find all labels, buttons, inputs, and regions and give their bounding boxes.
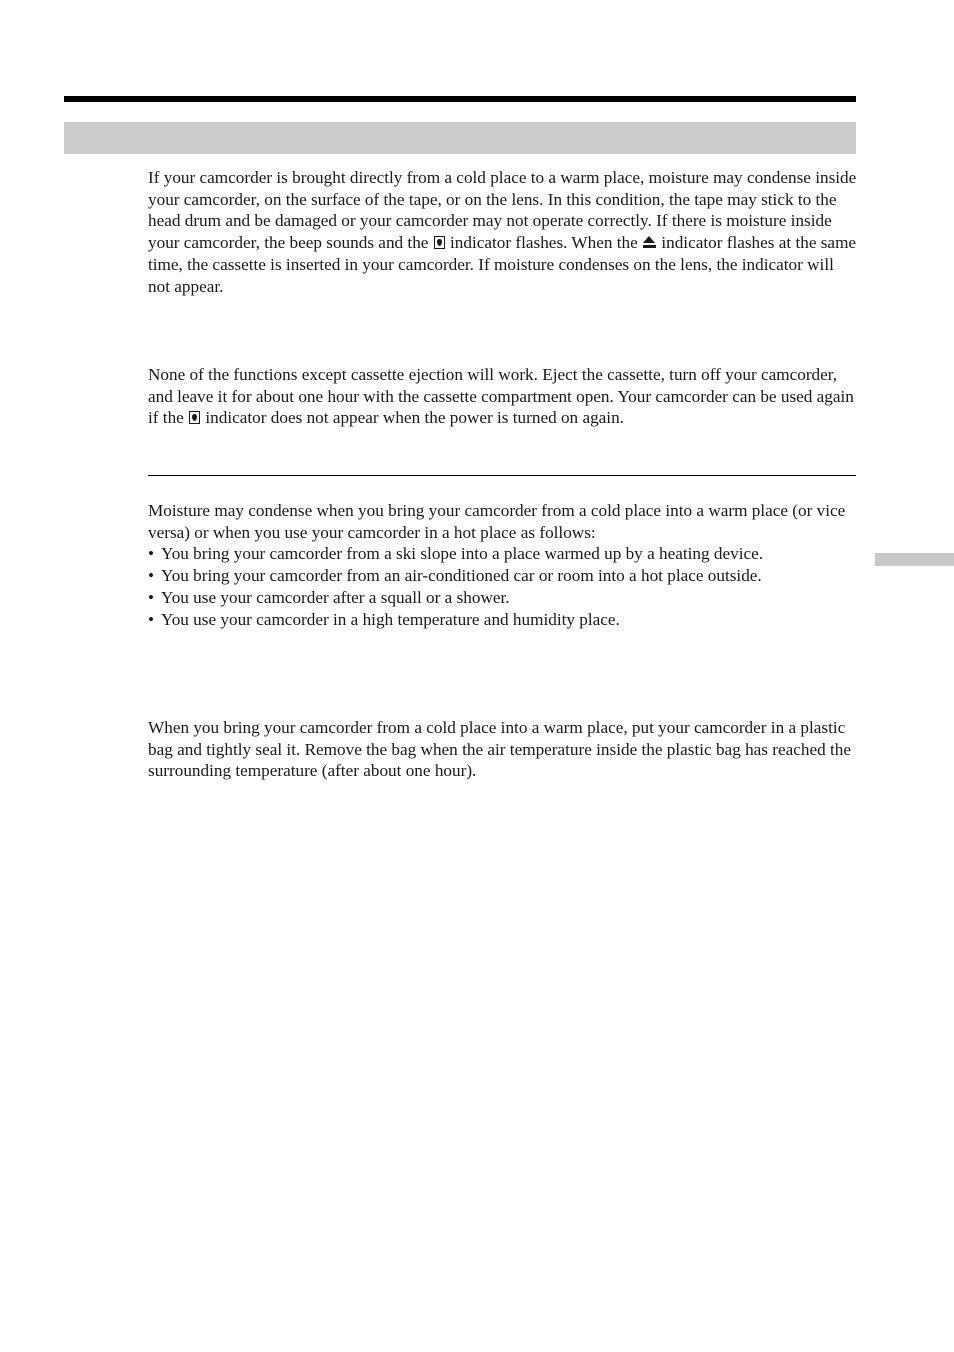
moisture-causes-list [148,543,858,630]
top-rule [64,96,856,102]
moisture-causes [148,500,858,630]
prevention-advice-paragraph: When you bring your camcorder from a cold place into a warm place, put your camcorder in a plastic bag and tightly seal it. Remove the bag when the air temperature inside the plastic bag has reached the surrounding temperature (after about one hour). [148,718,852,781]
section-divider [148,475,856,476]
moisture-causes-intro: Moisture may condense when you bring your camcorder from a cold place into a warm place (or vice versa) or when you use your camcorder in a hot place as follows: [148,501,846,542]
list-item: • You use your camcorder after a squall or a shower. [148,587,858,609]
prevention-advice [148,717,858,782]
moisture-description-paragraph: If your camcorder is brought directly from a cold place to a warm place, moisture may condense inside your camcorder, on the surface of the tape, or on the lens. In this condition, the tape may stick to the head drum and be damaged or your camcorder may not operate correctly. If there is moisture inside your camcorder, the beep sounds and the indicator flashes. When the indicator flashes at the same time, the cassette is inserted in your camcorder. If moisture condenses on the lens, the indicator will not appear. [148,168,857,296]
moisture-description [148,167,858,297]
when-moisture-condenses-paragraph: None of the functions except cassette ejection will work. Eject the cassette, turn off your camcorder, and leave it for about one hour with the cassette compartment open. Your camcorder can be used again if the indicator does not appear when the power is turned on again. [148,365,854,428]
side-index-tab [875,553,954,566]
when-moisture-condenses [148,364,858,429]
section-heading-band [64,122,856,154]
moisture-condensation-icon [434,236,445,249]
moisture-condensation-icon [189,411,200,424]
list-item: • You use your camcorder in a high temperature and humidity place. [148,609,858,631]
list-item: • You bring your camcorder from an air-conditioned car or room into a hot place outside. [148,565,858,587]
list-item: • You bring your camcorder from a ski slope into a place warmed up by a heating device. [148,543,858,565]
eject-icon [643,236,656,248]
